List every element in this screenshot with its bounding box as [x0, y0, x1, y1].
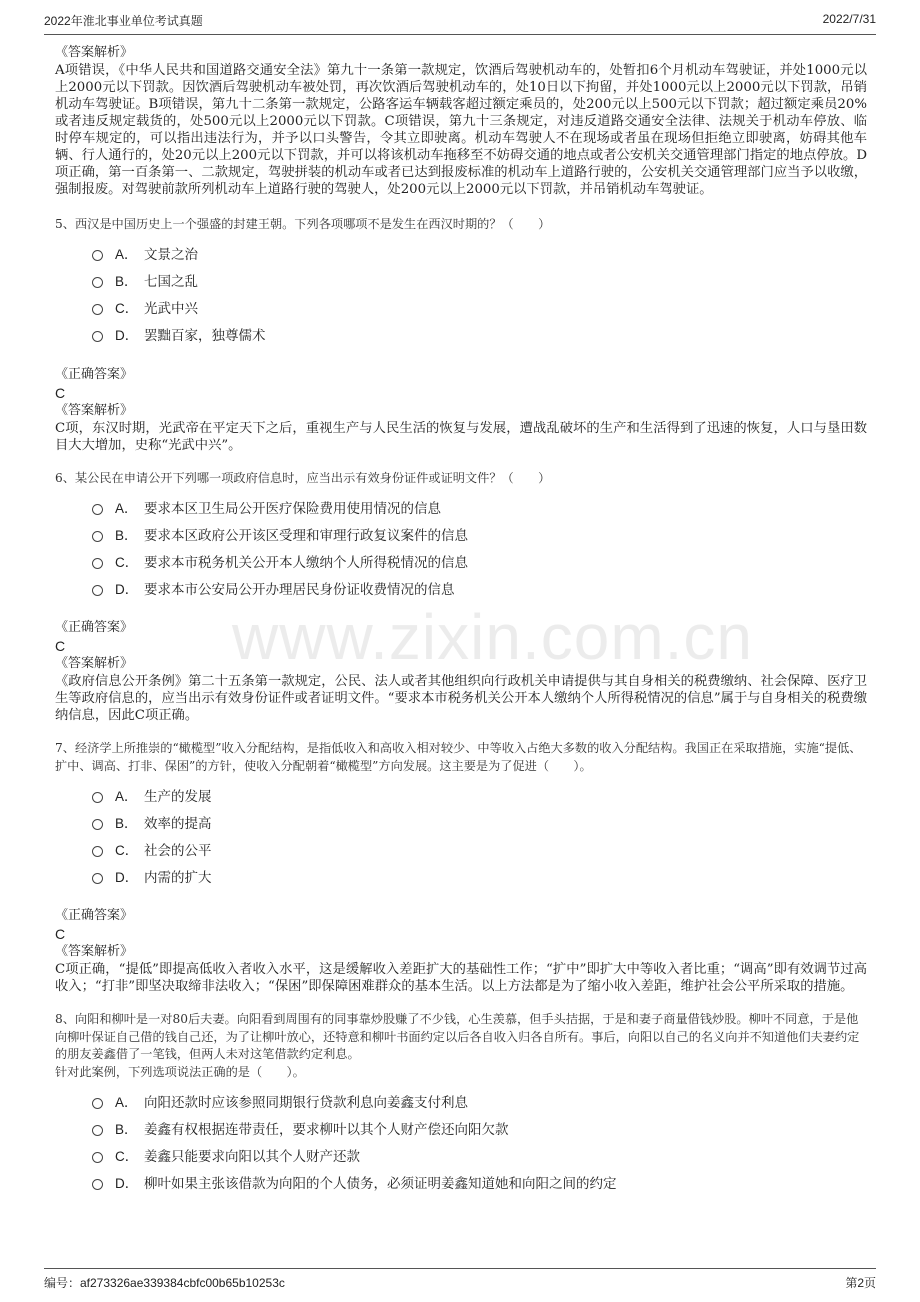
option-letter: C． [115, 842, 139, 858]
analysis-label: 《答案解析》 [55, 944, 134, 959]
option-text: 光武中兴 [144, 301, 198, 317]
option-8c[interactable] [92, 1141, 867, 1168]
prev-analysis-text: A项错误，《中华人民共和国道路交通安全法》第九十一条第一款规定，饮酒后驾驶机动车的，处暂扣6个月机动车驾驶证，并处1000元以上2000元以下罚款。因饮酒后驾驶机动车被处罚，再次饮酒后驾驶机动车的，处10日以下拘留，并处1000元以上2000元以下罚款，吊销机动车驾驶证。B项错误，第九十二条第一款规定，公路客运车辆载客超过额定乘员的，处200元以上500元以下罚款；超过额定乘员20%或者违反规定载货的，处500元以上2000元以下罚款。C项错误，第九十三条规定，对违反道路交通安全法律、法规关于机动车停放、临时停车规定的，可以指出违法行为，并予以口头警告，令其立即驶离。机动车驾驶人不在现场或者虽在现场但拒绝立即驶离，妨碍其他车辆、行人通行的，处20元以上200元以下罚款，并可以将该机动车拖移至不妨碍交通的地点或者公安机关交通管理部门指定的地点停放。D项正确，第一百条第一、二款规定，驾驶拼装的机动车或者已达到报废标准的机动车上道路行驶的，公安机关交通管理部门应当予以收缴，强制报废。对驾驶前款所列机动车上道路行驶的驾驶人，处200元以上2000元以下罚款，并吊销机动车驾驶证。 [55, 63, 867, 197]
option-text: 向阳还款时应该参照同期银行贷款利息向姜鑫支付利息 [144, 1094, 468, 1111]
correct-answer-value: C [55, 926, 66, 942]
radio-icon[interactable] [92, 585, 103, 596]
question-8-options [55, 1087, 867, 1195]
question-6-text: 6、某公民在申请公开下列哪一项政府信息时，应当出示有效身份证件或证明文件？（ ） [55, 470, 551, 485]
option-letter: C． [115, 554, 139, 570]
question-7-options [55, 781, 867, 889]
analysis-text: 《政府信息公开条例》第二十五条第一款规定，公民、法人或者其他组织向行政机关申请提供与其自身相关的税费缴纳、社会保障、医疗卫生等政府信息的，应当出示有效身份证件或者证明文件。“要求本市税务机关公开本人缴纳个人所得税情况的信息”属于与自身相关的税费缴纳信息，因此C项正确。 [55, 674, 867, 723]
option-5b[interactable] [92, 267, 867, 294]
option-text: 要求本区卫生局公开医疗保险费用使用情况的信息 [144, 500, 441, 517]
analysis-text: C项正确，“提低”即提高低收入者收入水平，这是缓解收入差距扩大的基础性工作；“扩中”即扩大中等收入者比重；“调高”即有效调节过高收入；“打非”即坚决取缔非法收入；“保困”即保障困难群众的基本生活。以上方法都是为了缩小收入差距，维护社会公平所采取的措施。 [55, 962, 867, 994]
option-8b[interactable] [92, 1114, 867, 1141]
analysis-label: 《答案解析》 [55, 402, 134, 418]
radio-icon[interactable] [92, 504, 103, 515]
option-letter: B． [115, 815, 138, 831]
option-text: 效率的提高 [144, 815, 212, 832]
option-6d[interactable] [92, 574, 867, 601]
option-text: 要求本市公安局公开办理居民身份证收费情况的信息 [144, 581, 455, 598]
option-letter: B． [115, 1121, 138, 1137]
correct-answer-label: 《正确答案》 [55, 908, 134, 923]
footer-code: 编号：af273326ae339384cbfc00b65b10253c [44, 1276, 285, 1290]
radio-icon[interactable] [92, 846, 103, 857]
option-5a[interactable] [92, 240, 867, 267]
option-6c[interactable] [92, 547, 867, 574]
radio-icon[interactable] [92, 277, 103, 288]
option-7c[interactable] [92, 835, 867, 862]
option-text: 内需的扩大 [144, 869, 212, 886]
option-text: 要求本区政府公开该区受理和审理行政复议案件的信息 [144, 527, 468, 544]
correct-answer-label: 《正确答案》 [55, 620, 134, 635]
page-content [55, 44, 867, 1195]
option-letter: A． [115, 247, 138, 262]
radio-icon[interactable] [92, 331, 103, 342]
option-letter: A． [115, 1094, 138, 1110]
radio-icon[interactable] [92, 558, 103, 569]
option-letter: D． [115, 328, 139, 343]
option-letter: A． [115, 788, 138, 804]
radio-icon[interactable] [92, 1098, 103, 1109]
radio-icon[interactable] [92, 819, 103, 830]
radio-icon[interactable] [92, 250, 103, 261]
correct-answer-value: C [55, 638, 66, 654]
option-text: 生产的发展 [144, 788, 212, 805]
page-header [44, 12, 876, 35]
header-date: 2022/7/31 [822, 12, 876, 26]
correct-answer-value: C [55, 384, 66, 401]
option-letter: C． [115, 1148, 139, 1164]
option-text: 社会的公平 [144, 842, 212, 859]
header-title: 2022年淮北事业单位考试真题 [44, 14, 203, 28]
radio-icon[interactable] [92, 1125, 103, 1136]
option-8a[interactable] [92, 1087, 867, 1114]
option-5c[interactable] [92, 294, 867, 321]
option-letter: B． [115, 527, 138, 543]
option-text: 姜鑫有权根据连带责任，要求柳叶以其个人财产偿还向阳欠款 [144, 1121, 509, 1138]
correct-answer-label: 《正确答案》 [55, 366, 134, 382]
option-text: 姜鑫只能要求向阳以其个人财产还款 [144, 1148, 360, 1165]
option-letter: B． [115, 274, 138, 289]
radio-icon[interactable] [92, 792, 103, 803]
option-text: 要求本市税务机关公开本人缴纳个人所得税情况的信息 [144, 554, 468, 571]
option-letter: A． [115, 500, 138, 516]
option-text: 七国之乱 [144, 274, 198, 290]
option-7b[interactable] [92, 808, 867, 835]
option-7a[interactable] [92, 781, 867, 808]
question-5-options [55, 240, 867, 348]
analysis-label: 《答案解析》 [55, 656, 134, 671]
radio-icon[interactable] [92, 873, 103, 884]
analysis-label: 《答案解析》 [55, 45, 134, 60]
page-footer [44, 1268, 876, 1291]
option-7d[interactable] [92, 862, 867, 889]
question-6-options [55, 493, 867, 601]
option-5d[interactable] [92, 321, 867, 348]
option-6b[interactable] [92, 520, 867, 547]
analysis-text: C项，东汉时期，光武帝在平定天下之后，重视生产与人民生活的恢复与发展，遭战乱破坏的生产和生活得到了迅速的恢复，人口与垦田数目大大增加，史称“光武中兴”。 [55, 420, 867, 453]
radio-icon[interactable] [92, 531, 103, 542]
radio-icon[interactable] [92, 304, 103, 315]
watermark: www.zixin.com.cn [232, 601, 753, 673]
radio-icon[interactable] [92, 1152, 103, 1163]
option-letter: D． [115, 581, 139, 597]
question-7-text: 7、经济学上所推崇的“橄榄型”收入分配结构，是指低收入和高收入相对较少、中等收入占绝大多数的收入分配结构。我国正在采取措施，实施“提低、扩中、调高、打非、保困”的方针，使收入分配朝着“橄榄型”方向发展。这主要是为了促进（ ）。 [55, 741, 862, 773]
option-letter: D． [115, 869, 139, 885]
footer-page-number: 第2页 [845, 1276, 876, 1290]
option-6a[interactable] [92, 493, 867, 520]
option-text: 柳叶如果主张该借款为向阳的个人债务，必须证明姜鑫知道她和向阳之间的约定 [144, 1175, 617, 1192]
radio-icon[interactable] [92, 1179, 103, 1190]
option-text: 文景之治 [144, 247, 198, 263]
option-letter: C． [115, 301, 139, 316]
option-text: 罢黜百家，独尊儒术 [144, 328, 266, 344]
question-5-text: 5、西汉是中国历史上一个强盛的封建王朝。下列各项哪项不是发生在西汉时期的？（ ） [55, 217, 551, 231]
option-8d[interactable] [92, 1168, 867, 1195]
question-8-text: 8、向阳和柳叶是一对80后夫妻。向阳看到周围有的同事靠炒股赚了不少钱，心生羡慕，但手头拮据，于是和妻子商量借钱炒股。柳叶不同意，于是他向柳叶保证自己借的钱自己还，为了让柳叶放心，还特意和柳叶书面约定以后各自收入归各自所有。事后，向阳以自己的名义向并不知道他们夫妻约定的朋友姜鑫借了一笔钱，但两人未对这笔借款约定利息。 针对此案例，下列选项说法正确的是（ ）。 [55, 1012, 860, 1079]
option-letter: D． [115, 1175, 139, 1191]
